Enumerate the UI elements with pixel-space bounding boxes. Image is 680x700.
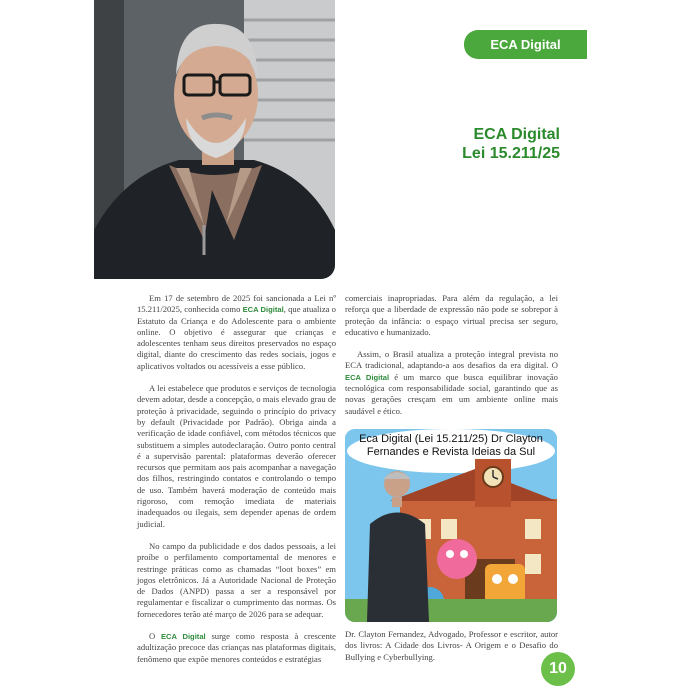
headline-title: ECA Digital — [473, 126, 560, 143]
article-headline — [450, 125, 560, 163]
paragraph — [137, 293, 336, 372]
eca-digital-mark: ECA Digital — [242, 305, 284, 315]
paragraph-text: O — [149, 631, 161, 642]
paragraph-text: surge como resposta à crescente adultização precoce das crianças nas plataformas digitais, fenômeno que expõe menores conteúdos e estratégias — [137, 631, 336, 664]
paragraph-text: Em 17 de setembro de 2025 foi sancionada a Lei nº 15.211/2025, conhecida como — [137, 293, 336, 315]
paragraph: No campo da publicidade e dos dados pessoais, a lei proíbe o perfilamento comportamental de menores e restringe práticas como as chamadas “loot boxes” em jogos eletrônicos. Já a Autoridade Nacional de Proteção de Dados (ANPD) passa a ser a responsável por regulamentar e fiscalizar o cumprimento das normas. Os fornecedores terão até março de 2026 para se adequar. — [137, 540, 336, 619]
paragraph: A lei estabelece que produtos e serviços de tecnologia devem adotar, desde a concepção, o mais elevado grau de proteção à privacidade, seguindo o princípio do privacy by default (Privacidade por Padrão). Obriga ainda a verificação de idade confiável, com métodos técnicos que substituem a simples autodeclaração. Outro ponto central é a supervisão parental: plataformas deverão oferecer recursos que permitam aos pais acompanhar a navegação dos filhos, restringindo contatos e controlando o tempo de uso. Também haverá moderação de conteúdo mais rigoroso, com remoção imediata de materiais inadequados ou ilegais, sem depender apenas de ordem judicial. — [137, 383, 336, 529]
paragraph-text: Assim, o Brasil atualiza a proteção integral prevista no ECA tradicional, adaptando-a aos desafios da era digital. O — [345, 349, 558, 371]
author-portrait-photo — [94, 0, 335, 279]
page-number-badge — [541, 652, 575, 686]
video-title: Eca Digital (Lei 15.211/25) Dr Clayton Fernandes e Revista Ideias da Sul — [359, 433, 543, 458]
paragraph-text: , que atualiza o Estatuto da Criança e do Adolescente para o ambiente online. O objetivo é assegurar que crianças e adolescentes tenham seus direitos preservados no espaço digital, diante do crescimento das redes sociais, jogos e aplicativos voltados ou acessíveis a esse público. — [137, 304, 336, 371]
article-column-right — [345, 293, 558, 428]
section-tag-label: ECA Digital — [490, 37, 561, 52]
eca-digital-mark: ECA Digital — [160, 632, 206, 642]
image-caption: Dr. Clayton Fernandez, Advogado, Professor e escritor, autor dos livros: A Cidade dos Livros- A Origem e o Desafio do Bullying e Cyberbullying. — [345, 629, 558, 662]
paragraph — [345, 349, 558, 417]
section-tag — [464, 30, 587, 59]
paragraph-text: é um marco que busca equilibrar inovação tecnológica com responsabilidade social, garantindo que as novas gerações cresçam em um ambiente online mais saudável e ético. — [345, 371, 558, 416]
video-thumbnail[interactable] — [345, 429, 557, 622]
eca-digital-mark: ECA Digital — [345, 372, 390, 382]
headline-subtitle: Lei 15.211/25 — [462, 145, 560, 162]
paragraph: comerciais inapropriadas. Para além da regulação, a lei reforça que a liberdade de expressão não pode se sobrepor à proteção da infância: o espaço virtual precisa ser seguro, educativo e humanizado. — [345, 293, 558, 337]
page-number: 10 — [549, 660, 567, 677]
paragraph — [137, 631, 336, 665]
article-column-left — [137, 293, 336, 676]
